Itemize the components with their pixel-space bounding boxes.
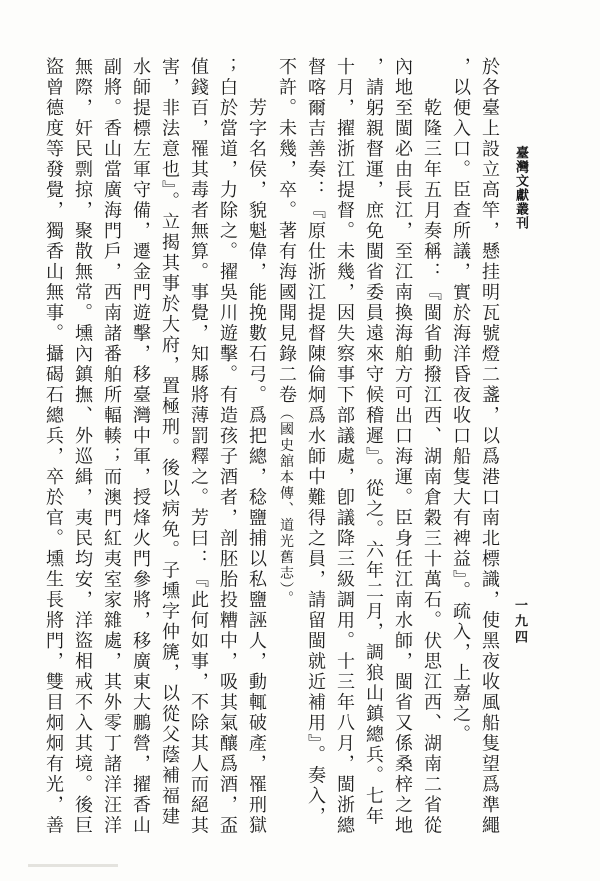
text-body (42, 57, 504, 839)
paragraph: 乾隆三年五月奏稱：『閩省動撥江西、湖南倉穀三十萬石。伏思江西、湖南二省從內地至閩必由長江，至江南換海舶方可出口海運。臣身任江南水師，閩省又係桑梓之地，請躬親督運，庶免閩省委員遠來守候稽遲』。從之。六年二月，調狼山鎮總兵。七年十月，擢浙江提督。未幾，因失察事下部議處，卽議降三級調用。十三年八月，閩浙總督喀爾吉善奏：『原仕浙江提督陳倫炯爲水師中難得之員，請留閩就近補用』。奏入，不許。未幾，卒。著有海國聞見錄二卷（國史舘本傳、道光舊志）。 (276, 57, 442, 836)
page-number: 一九四 (512, 598, 527, 646)
paragraph: 芳字名侯，貌魁偉，能挽數石弓。爲把總，稔鹽捕以私鹽誣人，動輒破產，罹刑獄；白於當道，力除之。擢吳川遊擊。有造孩子酒者，剖胚胎投糟中，吸其氣釀爲酒，盃值錢百，罹其毒者無算。事覺，知縣將薄罰釋之。芳曰：『此何如事，不除其人而絕其害，非法意也』。立揭其事於大府，置極刑。後以病免。子壎字仲篪，以從父蔭補福建水師提標左軍守備，遷金門遊擊，移臺灣中軍，授烽火門參將，移廣東大鵬營，擢香山副將。香山當廣海門戶，西南諸番舶所輻輳；而澳門紅夷室家雜處，其外零丁諸洋汪洋無際，奸民剽掠，聚散無常。壎內鎮撫、外巡緝，夷民均安，洋盜相戒不入其境。後巨盜曾德度等發覺，獨香山無事。攝碣石總兵，卒於官。壎生長將門，雙目炯炯有光，善 (43, 57, 267, 836)
series-title: 臺灣文獻叢刊 (513, 146, 528, 230)
inline-source-annotation: （國史舘本傳、道光舊志）。 (278, 405, 294, 607)
scan-artifact (28, 864, 118, 867)
paragraph: 於各臺上設立高竿，懸挂明瓦號燈二盞，以爲港口南北標識，使黑夜收風船隻望爲準繩，以便入口。臣查所議，實於海洋昏夜收口船隻大有裨益』。疏入，上嘉之。 (450, 57, 500, 836)
